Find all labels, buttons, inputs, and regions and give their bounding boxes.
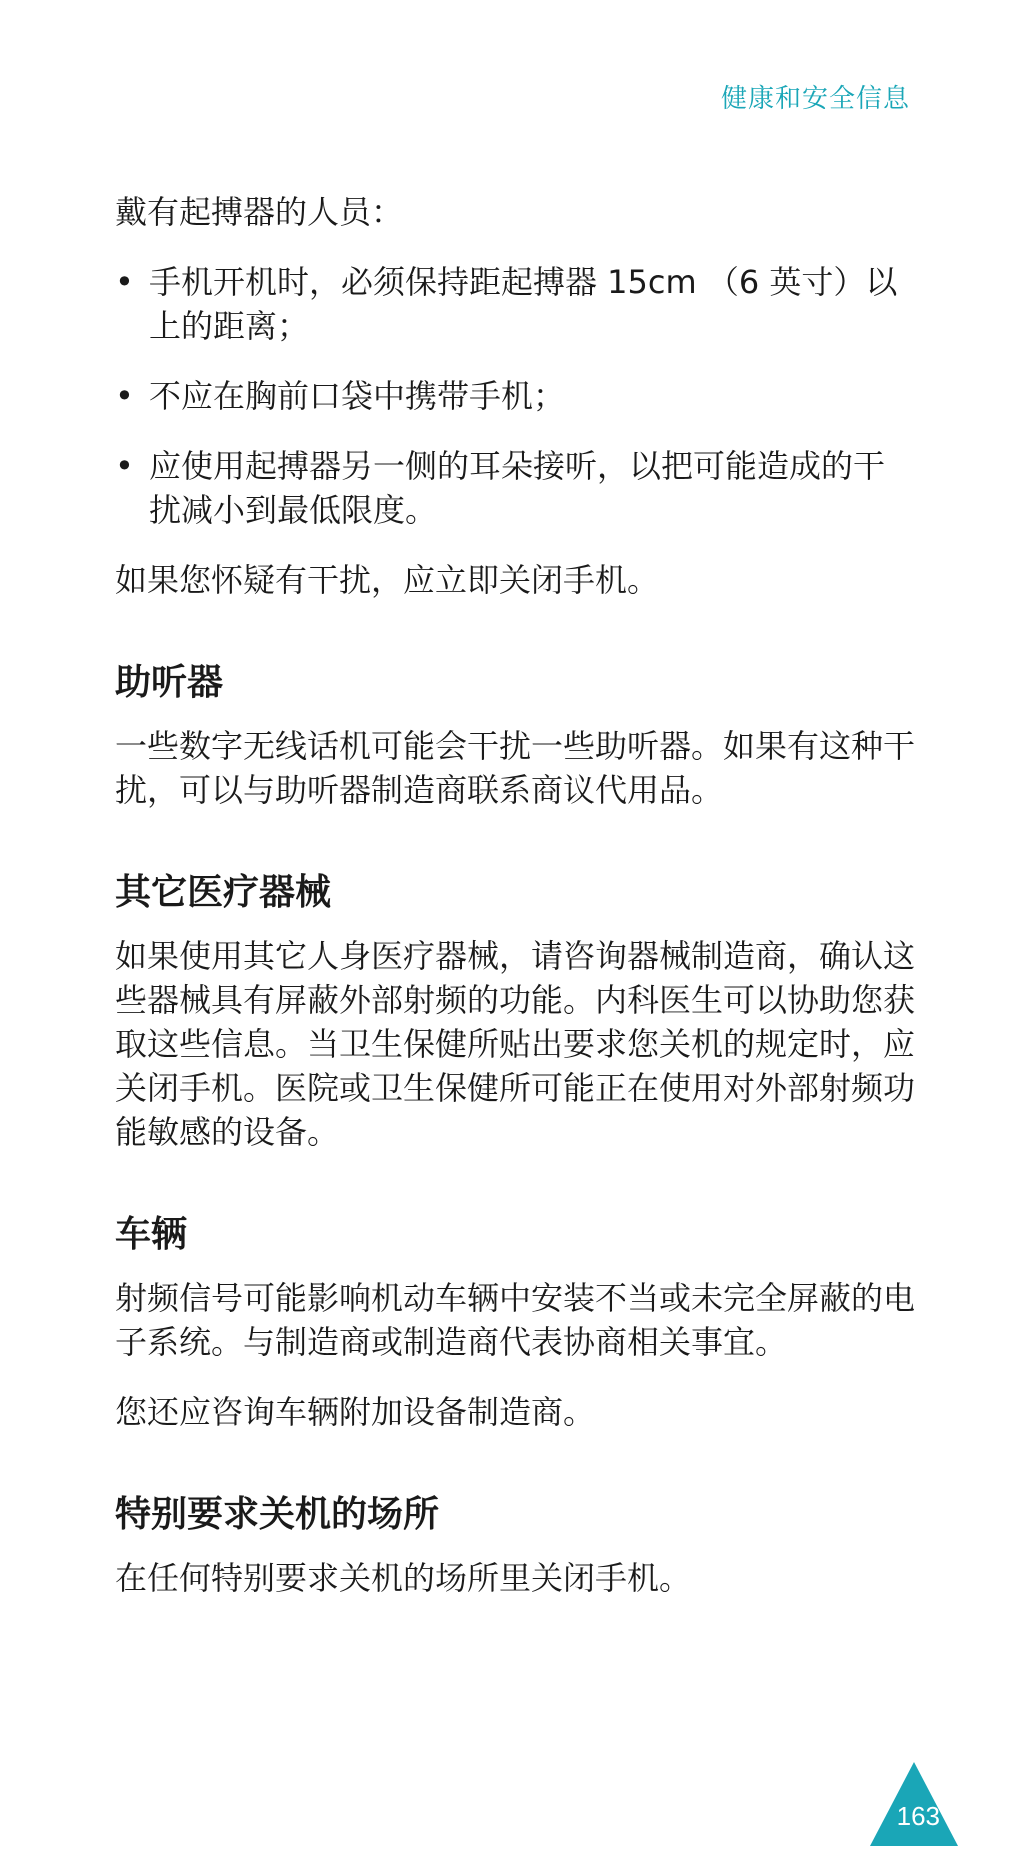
list-item-text: 应使用起搏器另一侧的耳朵接听，以把可能造成的干扰减小到最低限度。: [149, 447, 886, 529]
pacemaker-list: [115, 260, 915, 532]
pacemaker-outro: 如果您怀疑有干扰，应立即关闭手机。: [115, 561, 660, 599]
hearing-aid-heading: 助听器: [115, 662, 224, 703]
medical-devices-text: 如果使用其它人身医疗器械，请咨询器械制造商，确认这些器械具有屏蔽外部射频的功能。内科医生可以协助您获取这些信息。当卫生保健所贴出要求您关机的规定时，应关闭手机。医院或卫生保健所可能正在使用对外部射频功能敏感的设备。: [115, 937, 916, 1151]
vehicles-text: 射频信号可能影响机动车辆中安装不当或未完全屏蔽的电子系统。与制造商或制造商代表协商相关事宜。: [115, 1279, 916, 1361]
medical-devices-heading: 其它医疗器械: [115, 872, 332, 913]
hearing-aid-text: 一些数字无线话机可能会干扰一些助听器。如果有这种干扰，可以与助听器制造商联系商议代用品。: [115, 727, 916, 809]
restricted-places-text: 在任何特别要求关机的场所里关闭手机。: [115, 1559, 692, 1597]
page-number: 163: [896, 1801, 940, 1831]
list-item: [115, 374, 915, 418]
restricted-places-heading: 特别要求关机的场所: [115, 1494, 440, 1535]
list-item: [115, 260, 915, 348]
pacemaker-intro: 戴有起搏器的人员：: [115, 193, 404, 231]
list-item: [115, 444, 915, 532]
bullet-icon: •: [115, 377, 134, 415]
bullet-icon: •: [115, 447, 134, 485]
page-body: [115, 190, 915, 1626]
bullet-icon: •: [115, 263, 134, 301]
vehicles-heading: 车辆: [115, 1214, 188, 1255]
list-item-text: 手机开机时，必须保持距起搏器 15cm （6 英寸）以上的距离；: [149, 263, 898, 345]
list-item-text: 不应在胸前口袋中携带手机；: [149, 377, 566, 415]
section-header: 健康和安全信息: [720, 84, 910, 114]
vehicles-text-secondary: 您还应咨询车辆附加设备制造商。: [115, 1393, 596, 1431]
